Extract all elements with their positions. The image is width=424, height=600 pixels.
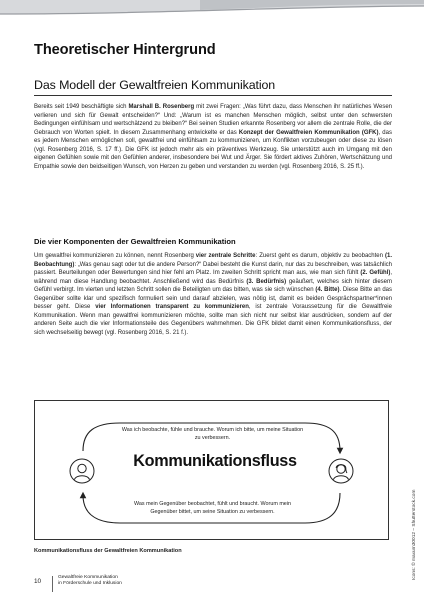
page-number: 10 <box>34 578 42 585</box>
body-text: mit zwei Fragen: „Was führt dazu, dass Menschen ihr natürliches Wesen verlieren und sich für Gewalt entscheiden?“ Und: „Warum ist es manchen Menschen möglich, selbst unter den schwersten Bedingungen einfühlsam und wertschätzend zu bleiben?“ Bei seinen Studien erkannte Rosenberg vor allem die zentrale Rolle, die der Gebrauch von Worten spielt. In diesem Zusammenhang entwickelte er das <box>34 104 392 136</box>
communication-flow-diagram <box>34 400 389 540</box>
section-divider <box>34 95 392 96</box>
page-title: Theoretischer Hintergrund <box>34 42 216 58</box>
body-text: geäußert, welches sich hinter diesem Gefühl verbirgt. Im vierten und letzten Schritt sollen die Beteiligten um das bitten, was sie sich wünschen <box>34 278 392 294</box>
section-heading: Das Modell der Gewaltfreien Kommunikation <box>34 78 276 92</box>
footer-line-1: Gewaltfreie Kommunikation <box>58 575 118 580</box>
body-text: . Diese Bitte an das Gegenüber sollte klar und spezifisch formuliert sein und darauf abzielen, was nötig ist, damit es beiden Gesprächspartner*innen besser geht. Diese <box>34 287 393 311</box>
emphasized-text: (2. Gefühl) <box>360 270 391 277</box>
person-right-icon <box>328 458 354 484</box>
emphasized-text: vier Informationen transparent zu kommunizieren <box>95 304 249 311</box>
emphasized-text: (4. Bitte) <box>315 287 340 294</box>
body-text: , das es jedem Menschen ermöglichen soll, gewaltfrei und einfühlsam zu kommunizieren, um Konflikten vorzubeugen oder diese zu lösen (vgl. Rosenberg 2016, S. 17 ff.). Die GFK ist jedoch mehr als ein präventives Werkzeug. Sie unterstützt auch im Umgang mit den eigenen Gefühlen sowie mit den Gefühlen anderer, insbesondere bei Wut und Ärger. Sie fördert aktives Zuhören, Wertschätzung und Empathie sowie den beidseitigen Wunsch, von Herzen zu geben und verstanden zu werden (vgl. Rosenberg 2016, S. 25 ff.). <box>34 129 392 170</box>
diagram-caption: Kommunikationsfluss der Gewaltfreien Kommunikation <box>34 548 182 554</box>
image-credit-text: Icons: © maxum30012 – Shutterstock.com <box>412 489 417 580</box>
body-text: , ist zentrale Voraussetzung für die Gewaltfreie Kommunikation. Wenn man gewaltfrei kommunizieren möchte, sollte man sich nicht nur selbst klar ausdrücken, sondern auf der anderen Seite auch die vier Informationsteile des Gegenübers wahrnehmen. Die GFK bildet damit einen Kommunikationsfluss, der sich wechselseitig bewegt (vgl. Rosenberg 2016, S. 21 f.). <box>34 304 392 336</box>
footer-divider <box>52 576 53 592</box>
emphasized-text: vier zentrale Schritte <box>195 253 256 259</box>
body-text: Um gewaltfrei kommunizieren zu können, nennt Rosenberg <box>34 253 196 259</box>
header-band-graphic <box>0 0 424 24</box>
body-text: : Zuerst geht es darum, objektiv zu beobachten <box>255 253 385 259</box>
components-paragraph <box>34 252 392 337</box>
emphasized-text: (3. Bedürfnis) <box>246 278 287 285</box>
footer-line-2: in Förderschule und Inklusion <box>58 581 122 587</box>
body-text: : „Was genau sagt oder tut die andere Person?“ Dabei besteht die Kunst darin, nur das zu beschreiben, was tatsächlich passiert. Beurteilungen oder Bewertungen sind hier fehl am Platz. Im zweiten Schritt spricht man aus, wie man sich fühlt <box>34 261 392 277</box>
emphasized-text: (1. Beobachtung) <box>34 253 392 268</box>
person-left-icon <box>69 458 95 484</box>
body-text: , während man diese Handlung beobachtet. Anschließend wird das Bedürfnis <box>34 270 393 285</box>
body-text: Bereits seit 1949 beschäftigte sich <box>34 104 129 110</box>
image-credit <box>404 470 417 580</box>
emphasized-text: Marshall B. Rosenberg <box>128 104 195 110</box>
diagram-title: Kommunikationsfluss <box>133 452 297 470</box>
own-message: Was ich beobachte, fühle und brauche. Worum ich bitte, um meine Situation zu verbessern. <box>121 427 304 441</box>
header-band <box>0 0 424 24</box>
emphasized-text: Konzept der Gewaltfreien Kommunikation (GFK) <box>238 129 379 136</box>
counterpart-message: Was mein Gegenüber beobachtet, fühlt und braucht. Worum mein Gegenüber bittet, um seine Situation zu verbessern. <box>133 501 291 515</box>
footer-book-title <box>58 575 122 587</box>
components-subheading: Die vier Komponenten der Gewaltfreien Kommunikation <box>34 237 236 246</box>
intro-paragraph <box>34 103 392 171</box>
